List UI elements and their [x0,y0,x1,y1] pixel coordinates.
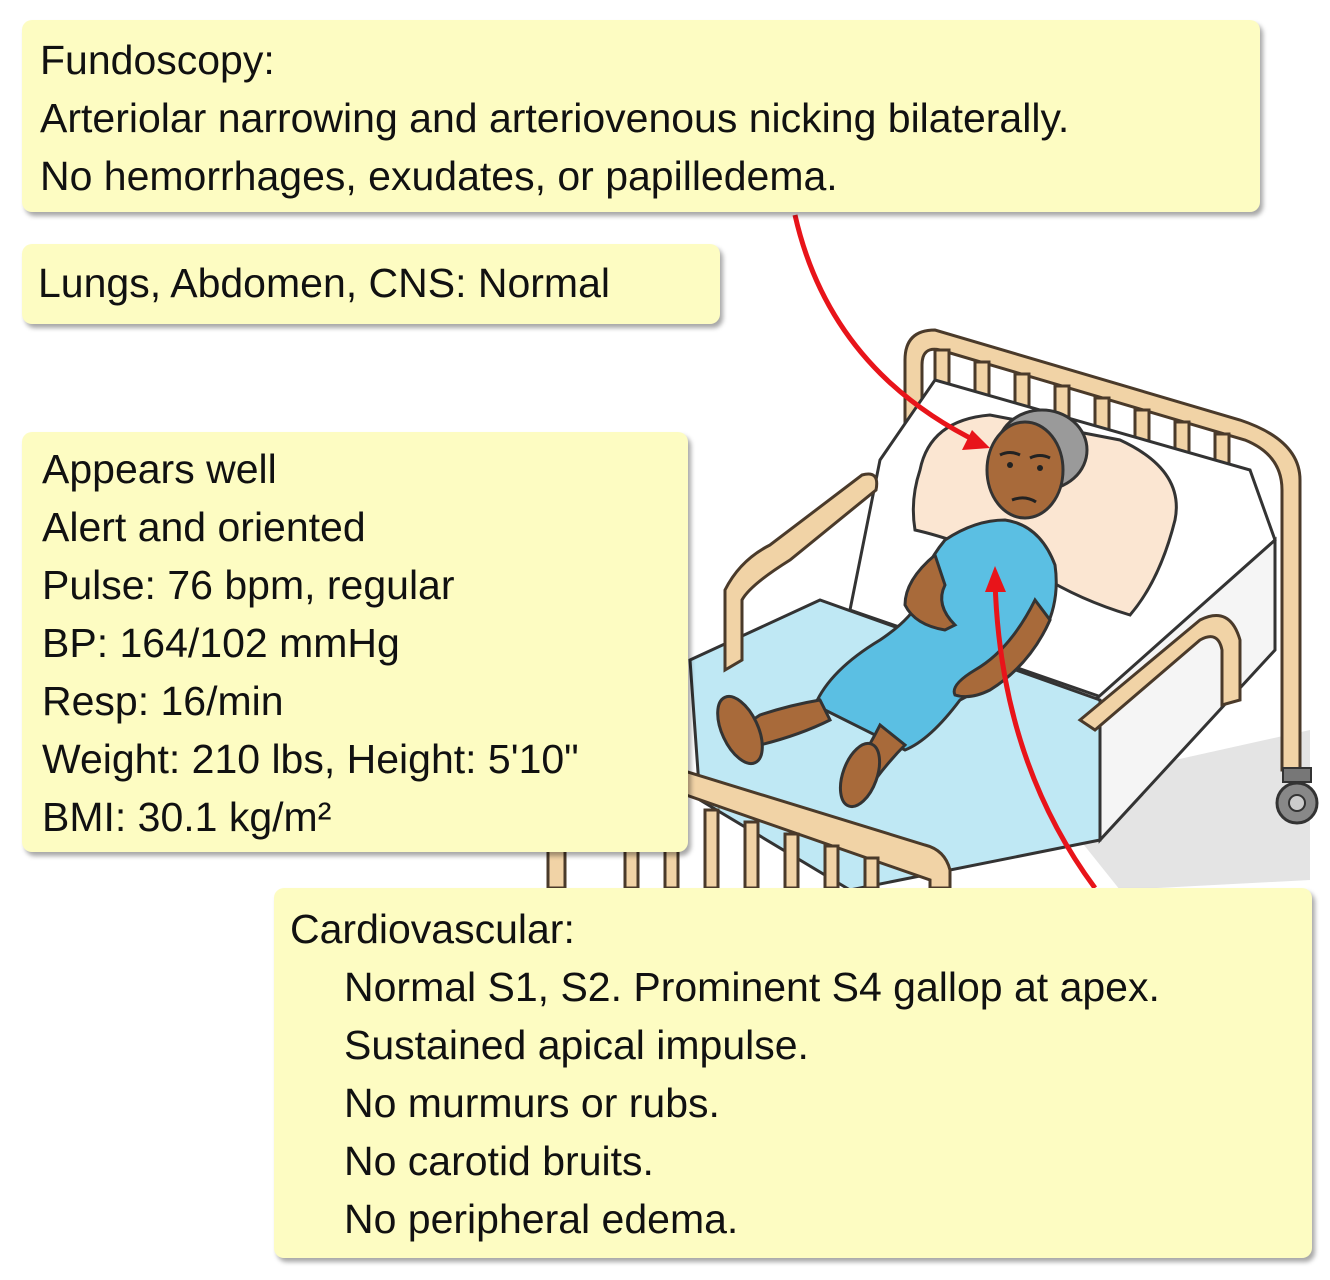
respiration-vital: Resp: 16/min [42,678,284,724]
bed-wheel [1277,768,1317,823]
weight-height: Weight: 210 lbs, Height: 5'10" [42,736,579,782]
apical-impulse: Sustained apical impulse. [344,1022,809,1068]
heart-sounds: Normal S1, S2. Prominent S4 gallop at apex. [344,964,1160,1010]
general-vitals-note [22,432,688,852]
cardiovascular-note [274,888,1312,1258]
general-appearance: Appears well [42,446,277,492]
fundoscopy-note [22,20,1260,212]
cardiovascular-title: Cardiovascular: [290,906,575,952]
murmurs-finding: No murmurs or rubs. [344,1080,720,1126]
edema-finding: No peripheral edema. [344,1196,739,1242]
fundoscopy-finding: Arteriolar narrowing and arteriovenous nicking bilaterally. [40,95,1070,141]
carotid-finding: No carotid bruits. [344,1138,654,1184]
fundoscopy-title: Fundoscopy: [40,37,275,83]
bmi-value: BMI: 30.1 kg/m² [42,794,332,840]
systems-normal-note [22,244,720,324]
systems-normal-text: Lungs, Abdomen, CNS: Normal [38,260,610,306]
blood-pressure-vital: BP: 164/102 mmHg [42,620,400,666]
mental-status: Alert and oriented [42,504,366,550]
pulse-vital: Pulse: 76 bpm, regular [42,562,455,608]
fundoscopy-finding: No hemorrhages, exudates, or papilledema. [40,153,838,199]
